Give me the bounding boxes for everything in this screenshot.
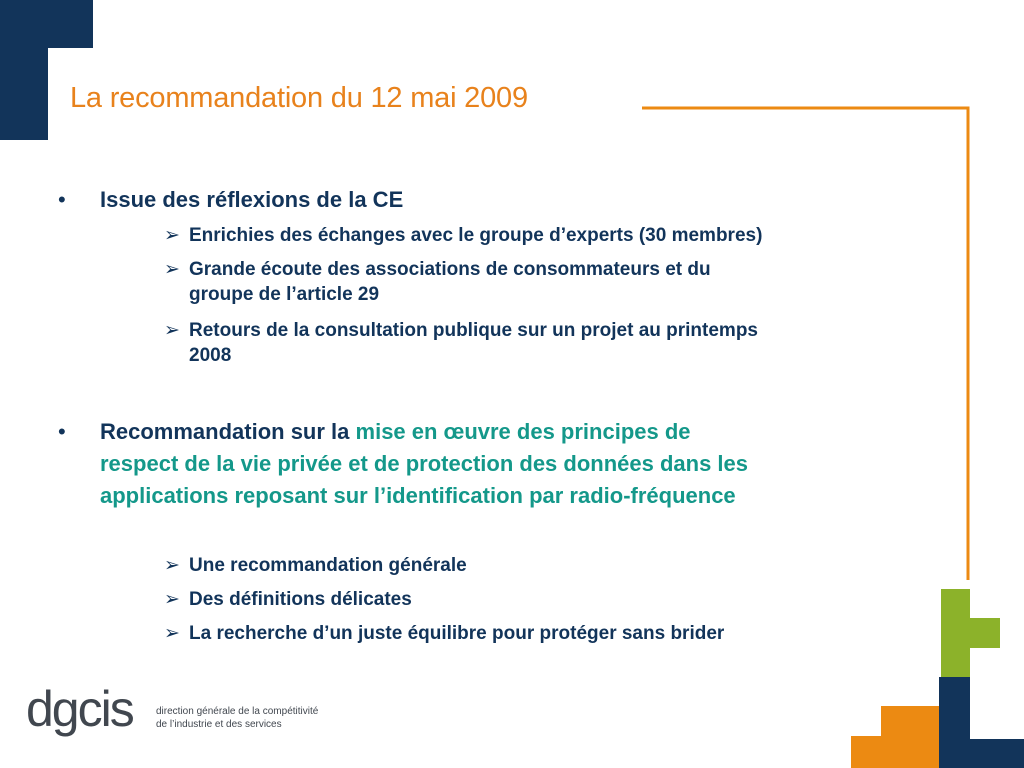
bullet-2-text: [100, 416, 748, 512]
bullet-2-prefix: Recommandation sur la: [100, 419, 356, 444]
logo-text-line-1: direction générale de la compétitivité: [156, 706, 319, 717]
decor-orange-block-2: [851, 736, 939, 768]
arrow-icon: ➢: [164, 320, 180, 341]
logo-mark: dgcis: [26, 681, 133, 737]
bullet-2-highlight-3: applications reposant sur l’identification par radio-fréquence: [100, 483, 736, 508]
bullet-2-line-1: [100, 416, 748, 448]
decor-green-block-2: [941, 618, 1000, 648]
sub-item-text: Grande écoute des associations de consommateurs et du: [189, 259, 711, 280]
arrow-icon: ➢: [164, 225, 180, 246]
sub-item-text: Des définitions délicates: [189, 589, 412, 610]
sub-item-text-cont: groupe de l’article 29: [189, 284, 380, 305]
decor-orange-block-1: [881, 706, 939, 736]
arrow-icon: ➢: [164, 623, 180, 644]
dgcis-logo: [26, 680, 326, 760]
logo-text-line-2: de l’industrie et des services: [156, 719, 282, 730]
sub-item-text: Enrichies des échanges avec le groupe d’experts (30 membres): [189, 225, 763, 246]
arrow-icon: ➢: [164, 555, 180, 576]
sub-item-text: La recherche d’un juste équilibre pour protéger sans brider: [189, 623, 725, 644]
sub-item-text: Une recommandation générale: [189, 555, 467, 576]
decor-navy-block-1: [939, 677, 970, 768]
arrow-icon: ➢: [164, 259, 180, 280]
logo-text: [156, 705, 318, 731]
bullet-2-highlight-2: respect de la vie privée et de protection des données dans les: [100, 451, 749, 476]
sub-item-text: Retours de la consultation publique sur un projet au printemps: [189, 320, 758, 341]
bullet-2-highlight-1: mise en œuvre des principes de: [355, 419, 691, 444]
bullet-1-text: Issue des réflexions de la CE: [100, 187, 404, 212]
bullet-dot: •: [58, 419, 66, 444]
bullet-dot: •: [58, 187, 66, 212]
slide-title: La recommandation du 12 mai 2009: [70, 82, 528, 114]
decor-navy-block-2: [970, 739, 1024, 768]
arrow-icon: ➢: [164, 589, 180, 610]
sub-item-text-cont: 2008: [189, 345, 232, 366]
